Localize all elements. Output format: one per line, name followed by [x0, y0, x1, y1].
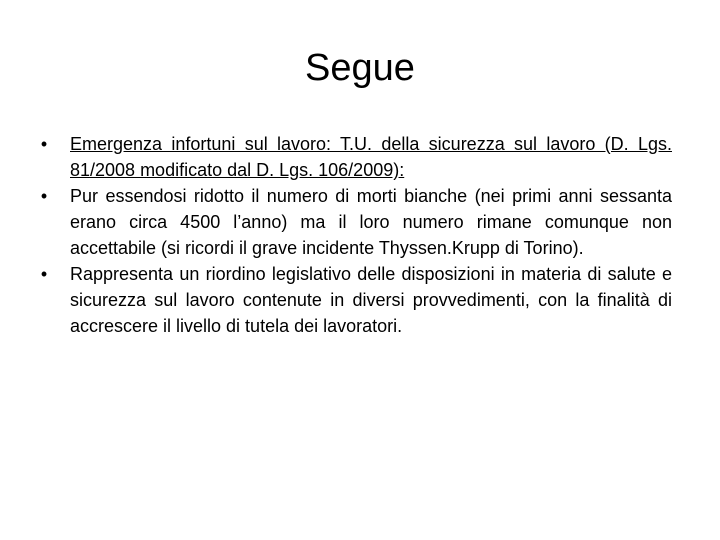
- bullet-item-emergency: [34, 131, 672, 183]
- bullet-text: Emergenza infortuni sul lavoro: T.U. della sicurezza sul lavoro (D. Lgs. 81/2008 modificato dal D. Lgs. 106/2009):: [70, 134, 672, 180]
- bullet-item-deaths: [34, 183, 672, 261]
- bullet-dot-icon: •: [40, 186, 48, 206]
- bullet-dot-icon: •: [40, 264, 48, 284]
- bullet-dot-icon: •: [40, 134, 48, 154]
- bullet-text: Pur essendosi ridotto il numero di morti bianche (nei primi anni sessanta erano circa 4500 l’anno) ma il loro numero rimane comunque non accettabile (si ricordi il grave incidente Thyssen.Krupp di Torino).: [70, 186, 672, 258]
- slide-title: Segue: [305, 47, 415, 89]
- bullet-text: Rappresenta un riordino legislativo delle disposizioni in materia di salute e sicurezza sul lavoro contenute in diversi provvedimenti, con la finalità di accrescere il livello di tutela dei lavoratori.: [70, 264, 672, 336]
- bullet-item-reorganization: [34, 261, 672, 339]
- bullet-list: [34, 131, 672, 339]
